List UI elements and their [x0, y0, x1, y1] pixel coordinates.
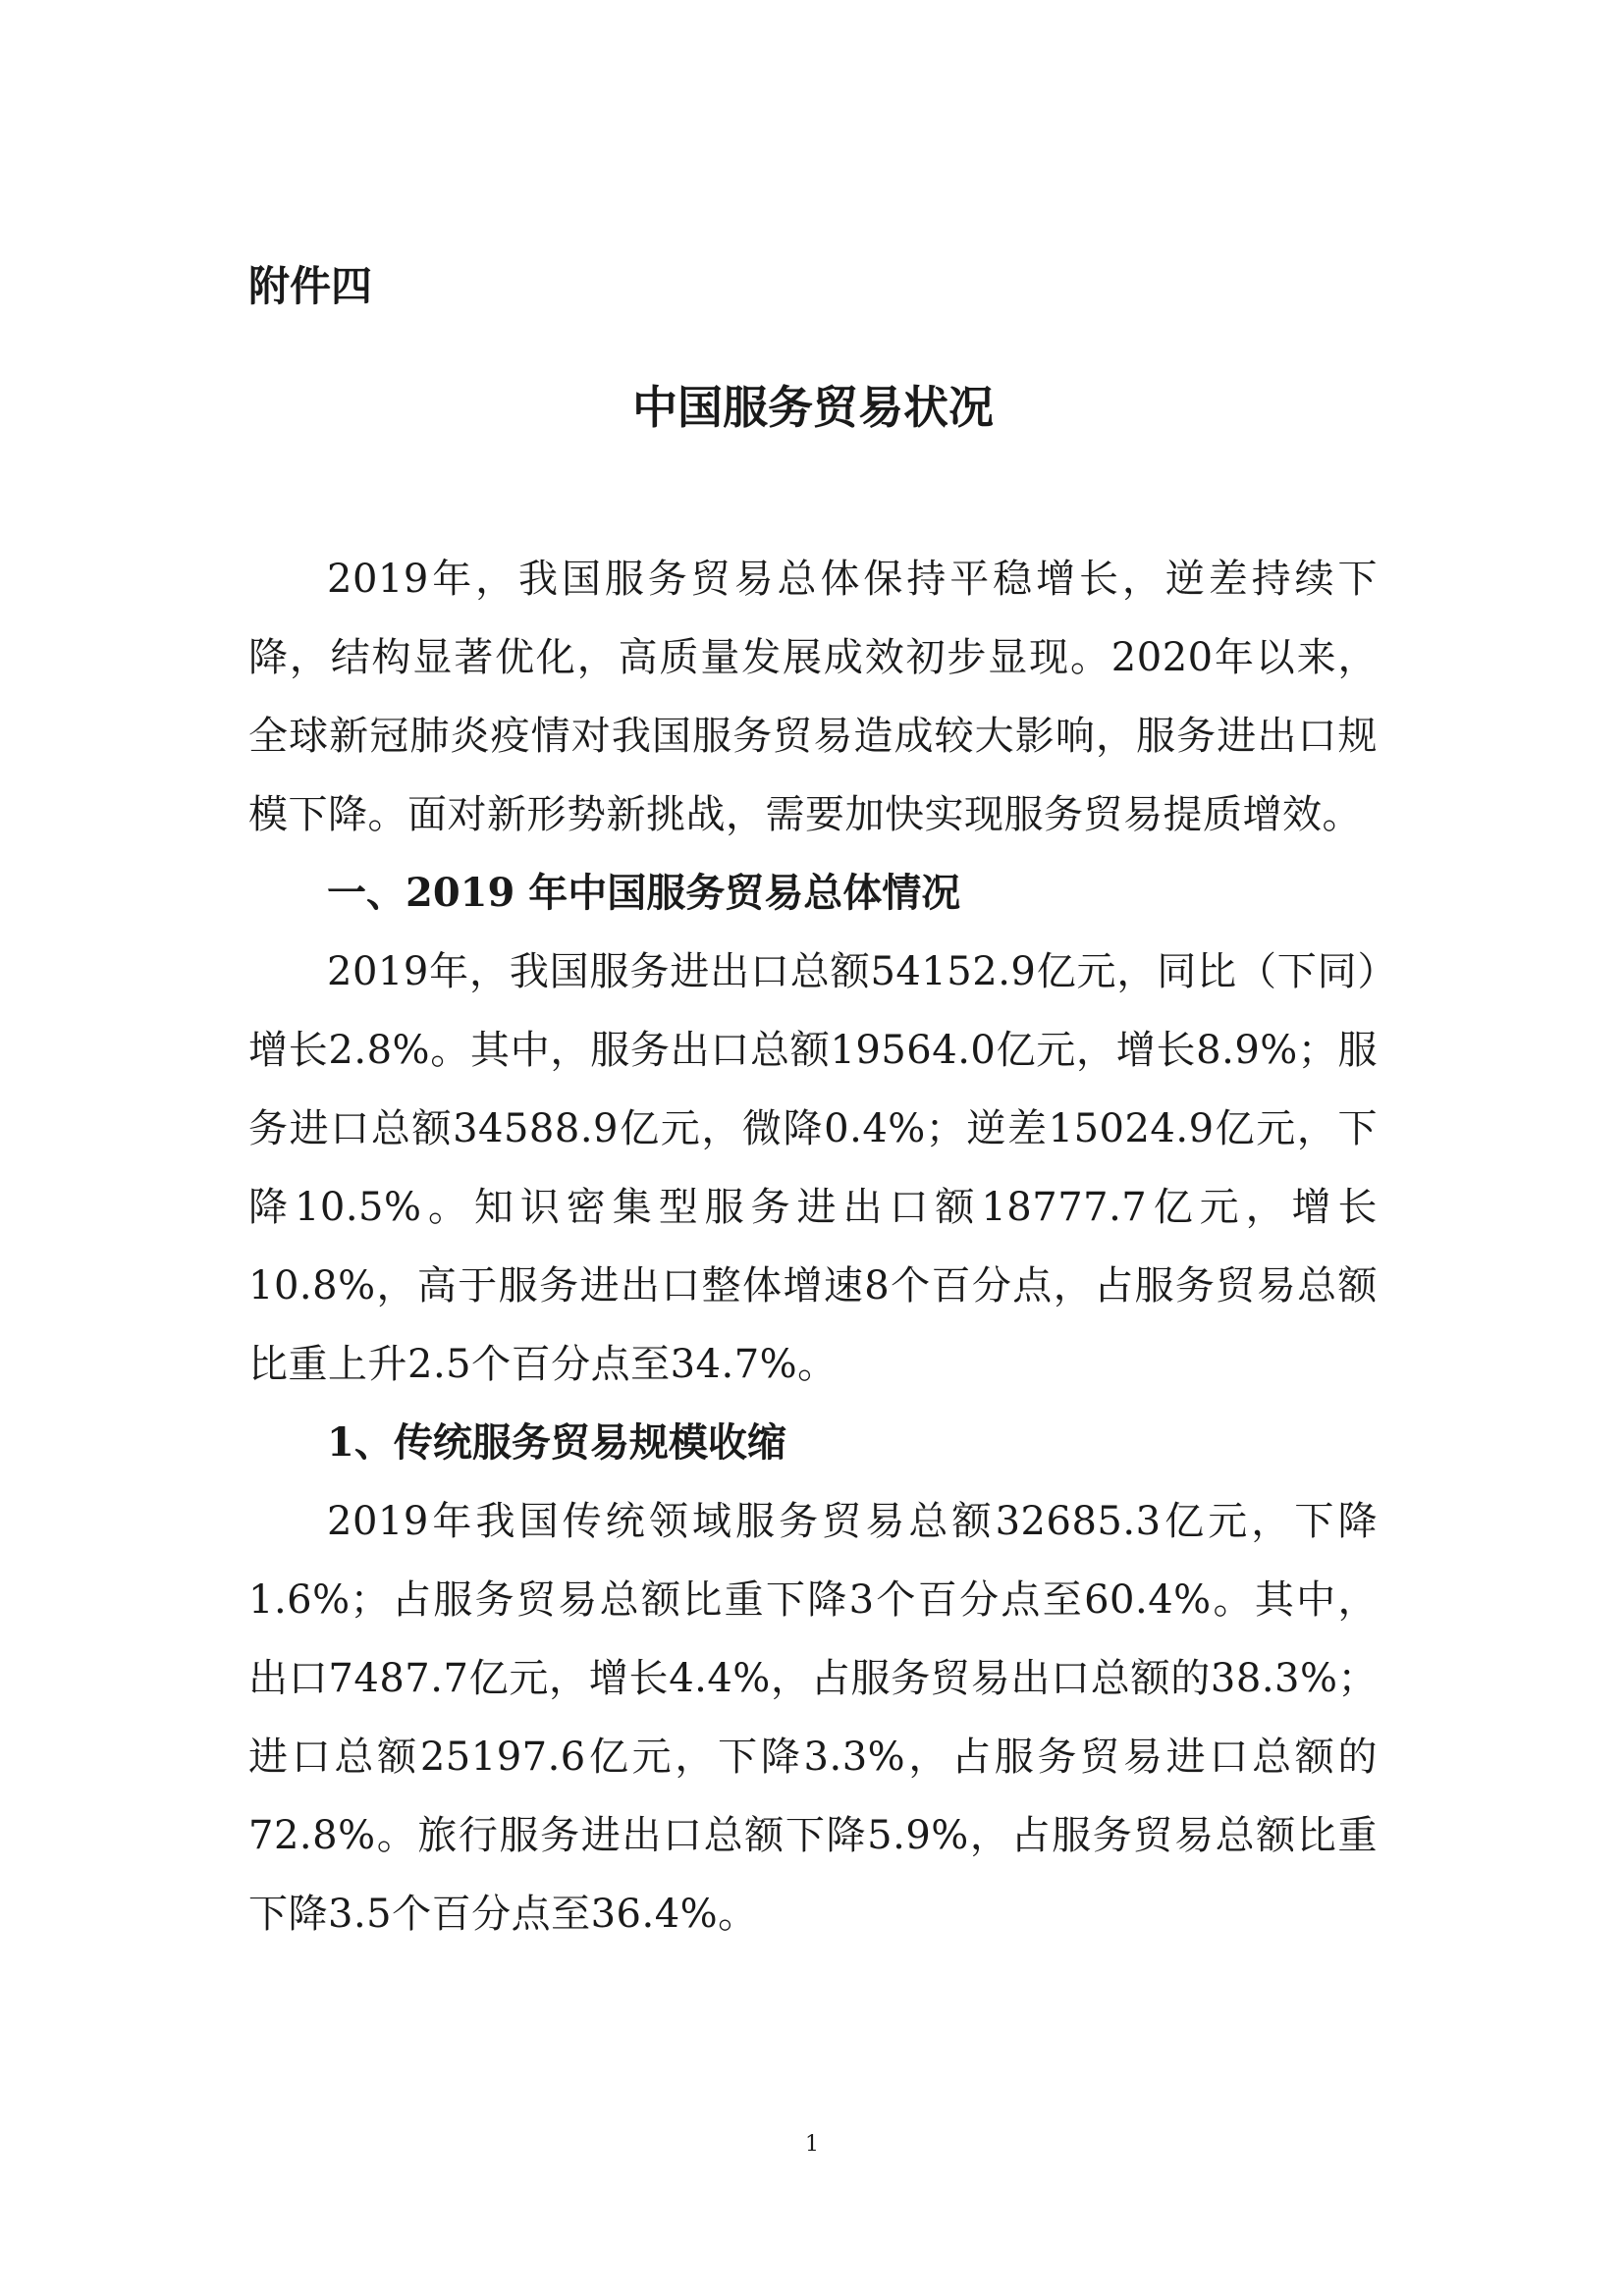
section-one-paragraph: 2019年，我国服务进出口总额54152.9亿元，同比（下同）增长2.8%。其中，服务出口总额19564.0亿元，增长8.9%；服务进口总额34588.9亿元，微降0.4%；逆差15024.9亿元，下降10.5%。知识密集型服务进出口额18777.7亿元，增长10.8%，高于服务进出口整体增速8个百分点，占服务贸易总额比重上升2.5个百分点至34.7%。: [248, 949, 1378, 1387]
document-body: [248, 540, 1378, 1953]
intro-paragraph: 2019年，我国服务贸易总体保持平稳增长，逆差持续下降，结构显著优化，高质量发展成效初步显现。2020年以来，全球新冠肺炎疫情对我国服务贸易造成较大影响，服务进出口规模下降。面对新形势新挑战，需要加快实现服务贸易提质增效。: [248, 557, 1378, 837]
section-one-heading: 一、2019 年中国服务贸易总体情况: [327, 870, 961, 916]
attachment-label: 附件四: [248, 262, 373, 310]
document-title: 中国服务贸易状况: [632, 381, 994, 434]
subsection-one-heading: 1、传统服务贸易规模收缩: [327, 1419, 786, 1466]
subsection-one-paragraph: 2019年我国传统领域服务贸易总额32685.3亿元，下降1.6%；占服务贸易总额比重下降3个百分点至60.4%。其中，出口7487.7亿元，增长4.4%，占服务贸易出口总额的38.3%；进口总额25197.6亿元，下降3.3%，占服务贸易进口总额的72.8%。旅行服务进出口总额下降5.9%，占服务贸易总额比重下降3.5个百分点至36.4%。: [248, 1499, 1378, 1937]
page-number: 1: [805, 2132, 819, 2157]
